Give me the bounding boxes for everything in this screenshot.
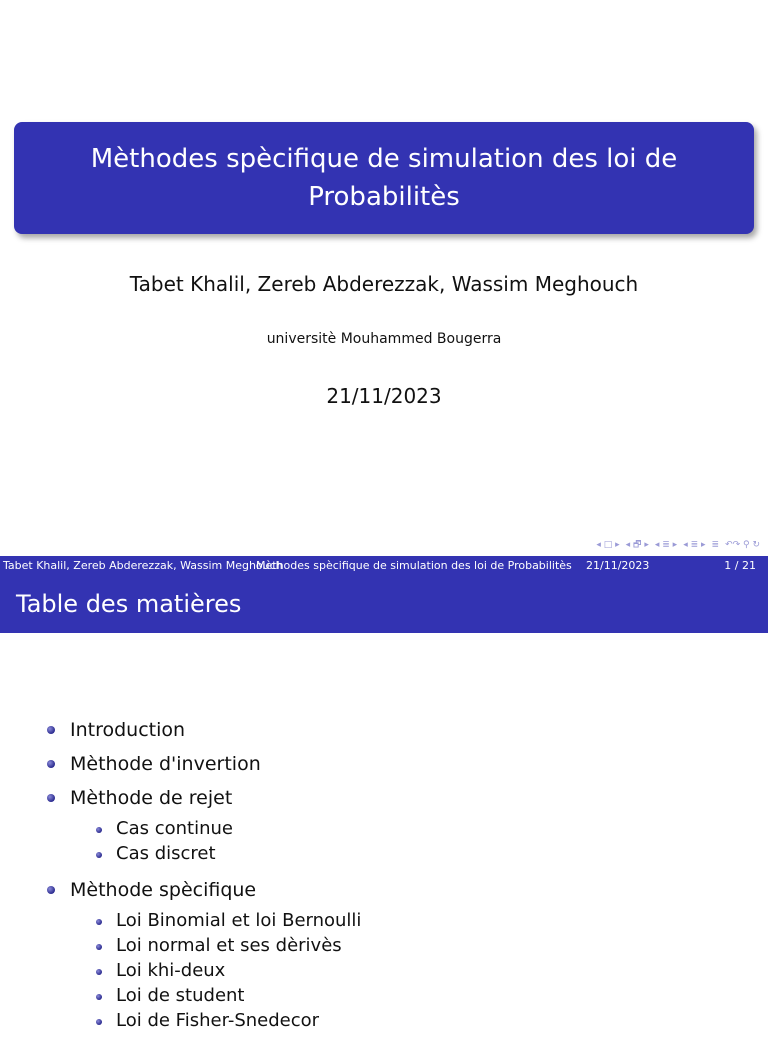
toc-subitem-label: Loi de Fisher-Snedecor <box>116 1010 320 1031</box>
bullet-icon <box>96 944 102 950</box>
nav-frame-icon[interactable]: ◂ □ ▸ <box>596 540 620 550</box>
toc-subitem-label: Loi normal et ses dèrivès <box>116 935 342 956</box>
toc-item-label: Mèthode d'invertion <box>70 753 261 775</box>
nav-toc-icon[interactable]: ≣ <box>711 540 720 550</box>
toc-item-label: Introduction <box>70 719 186 741</box>
nav-section-icon[interactable]: ◂ ≣ ▸ <box>654 540 678 550</box>
bullet-icon <box>96 919 102 925</box>
toc-item-label: Mèthode de rejet <box>70 787 233 809</box>
institute: universitè Mouhammed Bougerra <box>266 331 502 347</box>
bullet-icon <box>47 794 55 802</box>
toc-subitem-label: Loi Binomial et loi Bernoulli <box>116 910 362 931</box>
nav-document-icon[interactable]: ◂ ≣ ▸ <box>683 540 706 550</box>
toc-subitem[interactable] <box>0 1010 768 1035</box>
presentation-date: 21/11/2023 <box>326 384 442 408</box>
bullet-icon <box>47 886 55 894</box>
beamer-navigation-symbols[interactable] <box>596 538 760 552</box>
toc-subitem-label: Loi khi-deux <box>116 960 226 981</box>
toc-item[interactable] <box>0 750 768 784</box>
spacer <box>0 868 768 876</box>
title-box <box>14 122 754 234</box>
footline-right <box>512 556 768 576</box>
spacer <box>0 1035 768 1043</box>
toc-item[interactable] <box>0 784 768 818</box>
footline <box>0 556 768 576</box>
toc-subitem-label: Cas discret <box>116 843 216 864</box>
page-number: 1 / 21 <box>724 559 756 572</box>
nav-search-icon[interactable]: ↶↷ ⚲ ↻ <box>725 540 760 550</box>
presentation-title: Mèthodes spècifique de simulation des loi de Probabilitès <box>90 144 678 212</box>
toc-subitem-label: Cas continue <box>116 818 233 839</box>
footline-title: Mèthodes spècifique de simulation des loi de Probabilitès <box>256 559 572 572</box>
footline-author: Tabet Khalil, Zereb Abderezzak, Wassim Meghouch <box>3 559 283 572</box>
bullet-icon <box>96 969 102 975</box>
bullet-icon <box>96 994 102 1000</box>
toc-subitem[interactable] <box>0 910 768 935</box>
toc-item[interactable] <box>0 716 768 750</box>
toc-subitem[interactable] <box>0 935 768 960</box>
toc-subitem-label: Loi de student <box>116 985 245 1006</box>
bullet-icon <box>96 827 102 833</box>
toc-subitem[interactable] <box>0 960 768 985</box>
nav-subsection-icon[interactable]: ◂ 🗗 ▸ <box>625 540 649 550</box>
bullet-icon <box>96 852 102 858</box>
toc-item[interactable] <box>0 876 768 910</box>
frame-title: Table des matières <box>0 576 768 633</box>
table-of-contents <box>0 716 768 1043</box>
toc-subitem[interactable] <box>0 843 768 868</box>
toc-subitem[interactable] <box>0 818 768 843</box>
footline-date: 21/11/2023 <box>586 559 650 572</box>
bullet-icon <box>96 1019 102 1025</box>
toc-subitem[interactable] <box>0 985 768 1010</box>
authors: Tabet Khalil, Zereb Abderezzak, Wassim Meghouch <box>129 272 639 296</box>
bullet-icon <box>47 760 55 768</box>
bullet-icon <box>47 726 55 734</box>
toc-item-label: Mèthode spècifique <box>70 879 257 901</box>
